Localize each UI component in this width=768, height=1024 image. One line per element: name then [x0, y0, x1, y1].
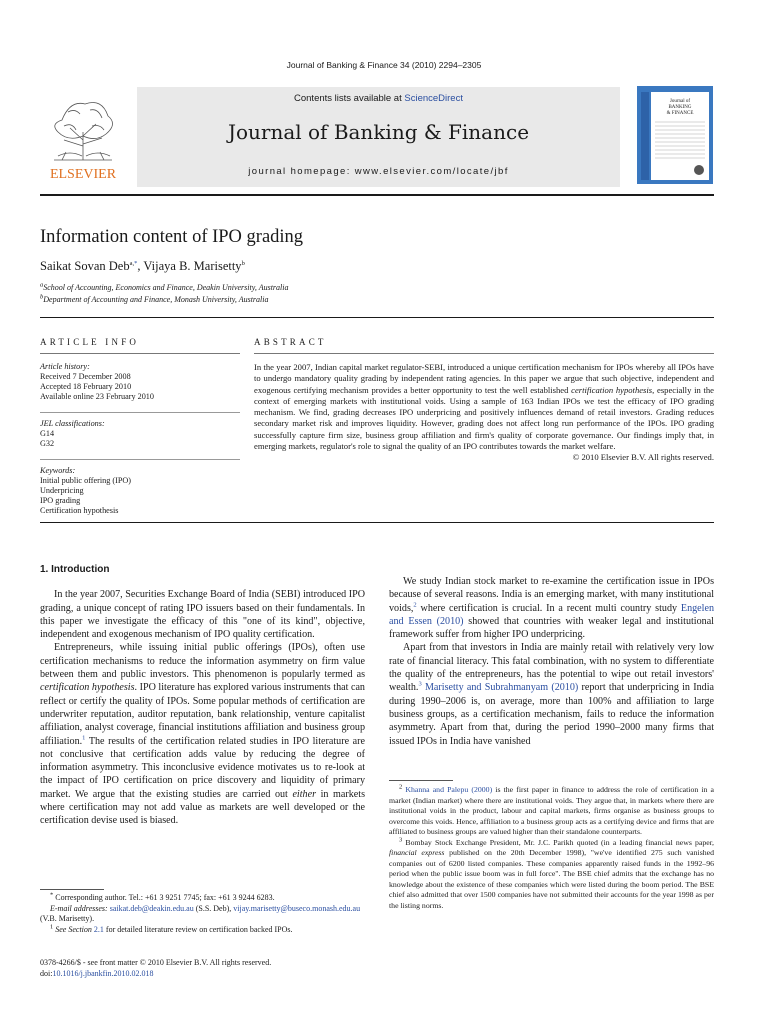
abstract-text: , especially in the context of emerging markets with institutional voids. Using a sample of 163 Indian IPOs we test the efficacy of IPO grading mechanism. We find, grading decreases IPO underpricing and positively influences demand of retail investors. Grading reduces secondary market risk and improves liquidity. However, grading does not affect long run performance of the IPOs. IPO grading successfully capture firm size, business group affiliation and firm's quality of corporate governance. Our findings imply that, in emerging markets, regulator's role to signal the quality of an IPO contributes towards the market welfare. [254, 384, 714, 452]
abstract-text: In the year 2007, Indian capital market regulator-SEBI, introduced a unique certification mechanism for IPOs whereby all IPOs have to undergo mandatory quality grading by independent rating agencies. In this paper we argue that such objective, independent and exogenous certifying mechanism provides a better opportunity to test the well established [254, 362, 714, 395]
footnote-text: Corresponding author. Tel.: +61 3 9251 7745; fax: +61 3 9244 6283. [55, 893, 275, 902]
doi-label: doi: [40, 968, 53, 978]
body-column-left [40, 563, 365, 828]
title-divider [40, 317, 714, 318]
author-1: Saikat Sovan Deb [40, 259, 130, 273]
jel-classifications [40, 419, 240, 449]
paragraph-text: We study Indian stock market to re-examine the certification issue in IPOs because of several reasons. India is an emerging market, with many institutional voids, [389, 576, 714, 614]
affiliation-b-label: b [40, 293, 44, 301]
footnote-ref-1[interactable]: 1 [82, 734, 86, 742]
keyword: Underpricing [40, 486, 84, 495]
footnote-rule [389, 780, 453, 781]
footnotes-right [389, 785, 714, 911]
paragraph-text: in markets where certification may not add value as markets are well developed or the certification devise used is biased. [40, 788, 365, 827]
author-1-affiliation-mark: a,* [129, 259, 138, 267]
paragraph-text: Entrepreneurs, while issuing initial public offerings (IPOs), often use certification mechanisms to reduce the information asymmetry on firm value between them and public investors. This phenomenon is popularly termed as [40, 642, 365, 681]
footnote-text: (V.B. Marisetty). [40, 914, 95, 924]
author-list [40, 259, 245, 274]
affiliation-a-text: School of Accounting, Economics and Finance, Deakin University, Australia [43, 283, 289, 292]
footnote-ref-3[interactable]: 3 [418, 681, 422, 689]
section-heading-introduction: 1. Introduction [40, 564, 110, 575]
journal-homepage[interactable]: journal homepage: www.elsevier.com/locate/jbf [248, 166, 509, 177]
elsevier-tree-icon [40, 90, 126, 182]
article-info-separator [40, 459, 240, 460]
paragraph-text: In the year 2007, Securities Exchange Board of India (SEBI) introduced IPO grading, a unique concept of rating IPO issuers based on their fundamentals. In this paper we investigate the efficacy of this "one of its kind", objective, independent and exogenous mechanism of IPO quality certification. [40, 589, 365, 641]
footnote-text: published on the 20th December 1998), "we've identified 275 such vanished companies out of 6200 listed companies. These companies apparently raised funds in the 1992–96 period when the public issue boom was in full force". The BSE chief admits that the exchange has no knowledge about the existence of these companies which were listed during the boom period. The BSE chief also admitted that over 1500 companies have not submitted their accounts for the year 1998 as per the listing norms. [389, 848, 714, 910]
footnote-text: for detailed literature review on certification backed IPOs. [103, 924, 293, 934]
doi-link[interactable]: 10.1016/j.jbankfin.2010.02.018 [52, 968, 154, 978]
contents-prefix: Contents lists available at [294, 93, 405, 104]
journal-name: Journal of Banking & Finance [227, 120, 530, 144]
front-matter-divider [40, 522, 714, 523]
footnote-mark: * [50, 891, 54, 899]
accepted-date: Accepted 18 February 2010 [40, 382, 132, 391]
citation-link[interactable]: Khanna and Palepu (2000) [405, 785, 493, 794]
header-divider [40, 194, 714, 196]
footnote-ref-2[interactable]: 2 [413, 601, 417, 609]
footnote-text: Bombay Stock Exchange President, Mr. J.C. Parikh quoted (in a leading financial news paper, [405, 837, 715, 847]
email-link[interactable]: saikat.deb@deakin.edu.au [109, 903, 194, 913]
journal-cover-thumbnail[interactable] [637, 86, 713, 184]
affiliation-a [40, 283, 288, 292]
footnote-text: See Section [55, 924, 94, 934]
section-link[interactable]: 2.1 [93, 924, 104, 934]
footnote-3 [389, 835, 715, 912]
citation-link[interactable]: Engelen and Essen (2010) [389, 602, 714, 627]
footnote-mark: 1 [50, 923, 54, 931]
footnotes-left [40, 893, 365, 935]
jel-label: JEL classifications: [40, 419, 105, 428]
keyword: Initial public offering (IPO) [40, 476, 132, 485]
keywords [40, 466, 240, 516]
paragraph [389, 641, 714, 747]
elsevier-logo [40, 90, 126, 182]
jel-code: G32 [40, 439, 55, 448]
contents-available-line [137, 93, 620, 104]
doi-line [40, 969, 365, 980]
issn-copyright-line: 0378-4266/$ - see front matter © 2010 Elsevier B.V. All rights reserved. [40, 958, 272, 967]
footnote-text: (S.S. Deb), [193, 903, 234, 913]
abstract-rule [254, 353, 714, 354]
history-label: Article history: [40, 362, 90, 371]
paragraph-text: where certification is crucial. In a recent multi country study [416, 602, 681, 614]
paragraph-text: Apart from that investors in India are mainly retail with relatively very low rate of financial literacy. This fatal combination, with no system to differentiate the quality of the entrepreneurs, has the potential to wipe out retail investors' wealth. [389, 642, 714, 694]
author-2: Vijaya B. Marisetty [143, 259, 242, 273]
keywords-label: Keywords: [40, 466, 76, 475]
emphasis: either [292, 788, 316, 800]
paragraph [40, 588, 365, 641]
keyword: Certification hypothesis [40, 506, 119, 515]
author-2-affiliation-mark: b [241, 259, 245, 267]
elsevier-wordmark: ELSEVIER [49, 167, 117, 182]
cover-title-line3: & FINANCE [666, 111, 694, 116]
sciencedirect-link[interactable]: ScienceDirect [404, 93, 463, 104]
corresponding-author-link[interactable]: * [134, 259, 138, 267]
abstract-body [254, 362, 714, 464]
article-info-heading: ARTICLE INFO [40, 337, 140, 347]
emphasis: financial express [389, 848, 445, 857]
footnote-text: is the first paper in finance to address the role of certification in a market (Indian market) where there are institutional voids. They argue that, in markets where there are institutional voids in the product, labour and capital markets, firms organise as business groups to overcome this voids. Hence, affiliation to a business group acts as a certifying device and firms that are affiliated to business groups are valued higher than their standalone counterparts. [389, 785, 714, 836]
paragraph [389, 575, 714, 641]
article-title: Information content of IPO grading [40, 227, 304, 247]
cover-image [637, 86, 713, 184]
article-info-separator [40, 412, 240, 413]
jel-code: G14 [40, 429, 55, 438]
front-matter-info [40, 958, 365, 979]
paragraph [40, 641, 365, 827]
abstract-emphasis: certification hypothesis [571, 384, 653, 395]
author-separator: , [137, 259, 144, 273]
received-date: Received 7 December 2008 [40, 372, 131, 381]
paragraph-text: The results of the certification related studies in IPO literature are not conclusive that certification adds value by reducing the degree of information asymmetry. This inconclusive evidence motivates us to re-look at the impact of IPO certification on price discovery and liquidity of primary market. We argue that the existing studies are carried out [40, 735, 365, 800]
footnote-1 [40, 925, 365, 936]
article-history [40, 362, 240, 402]
paragraph-text: report that underpricing in India during 1990–2006 is, on average, more than 100% and affiliation to large business groups, as a certification mechanism, fails to reduce the information asymmetry. Apart from that, during the period 1990–2000 many firms that issued IPOs in India have vanished [389, 682, 714, 747]
citation-link[interactable]: Marisetty and Subrahmanyam (2010) [424, 682, 579, 694]
email-label: E-mail addresses: [50, 903, 108, 913]
footnote-2 [389, 785, 714, 838]
article-info-rule [40, 353, 240, 354]
online-date: Available online 23 February 2010 [40, 392, 154, 401]
footnote-rule [40, 889, 104, 890]
keyword: IPO grading [40, 496, 81, 505]
affiliation-a-label: a [40, 281, 44, 289]
footnote-mark: 2 [399, 783, 403, 791]
abstract-copyright: © 2010 Elsevier B.V. All rights reserved. [572, 452, 714, 463]
journal-citation: Journal of Banking & Finance 34 (2010) 2294–2305 [286, 60, 482, 70]
affiliation-b [40, 295, 268, 304]
email-link[interactable]: vijay.marisetty@buseco.monash.edu.au [233, 903, 361, 913]
corresponding-author-note [40, 893, 365, 904]
affiliation-b-text: Department of Accounting and Finance, Monash University, Australia [43, 295, 269, 304]
paragraph-text: showed that countries with weaker legal and institutional framework suffer from higher IPO underpricing. [389, 615, 714, 641]
cover-title-line2: BANKING [668, 105, 692, 110]
article-info-panel [40, 362, 240, 526]
abstract-heading: ABSTRACT [254, 337, 327, 347]
email-note [40, 904, 365, 925]
paragraph-text: . IPO literature has explored various instruments that can reflect or certify the quality of IPOs. Some popular methods of certification are underwriter reputation, auditor reputation, bank relationship, venture capitalist affiliation, analyst coverage, financial institutions affiliation and business group affiliation. [40, 682, 365, 747]
body-column-right [389, 575, 714, 748]
footnote-mark: 3 [399, 835, 403, 843]
cover-title-line1: Journal of [669, 99, 691, 104]
emphasis: certification hypothesis [40, 682, 135, 694]
